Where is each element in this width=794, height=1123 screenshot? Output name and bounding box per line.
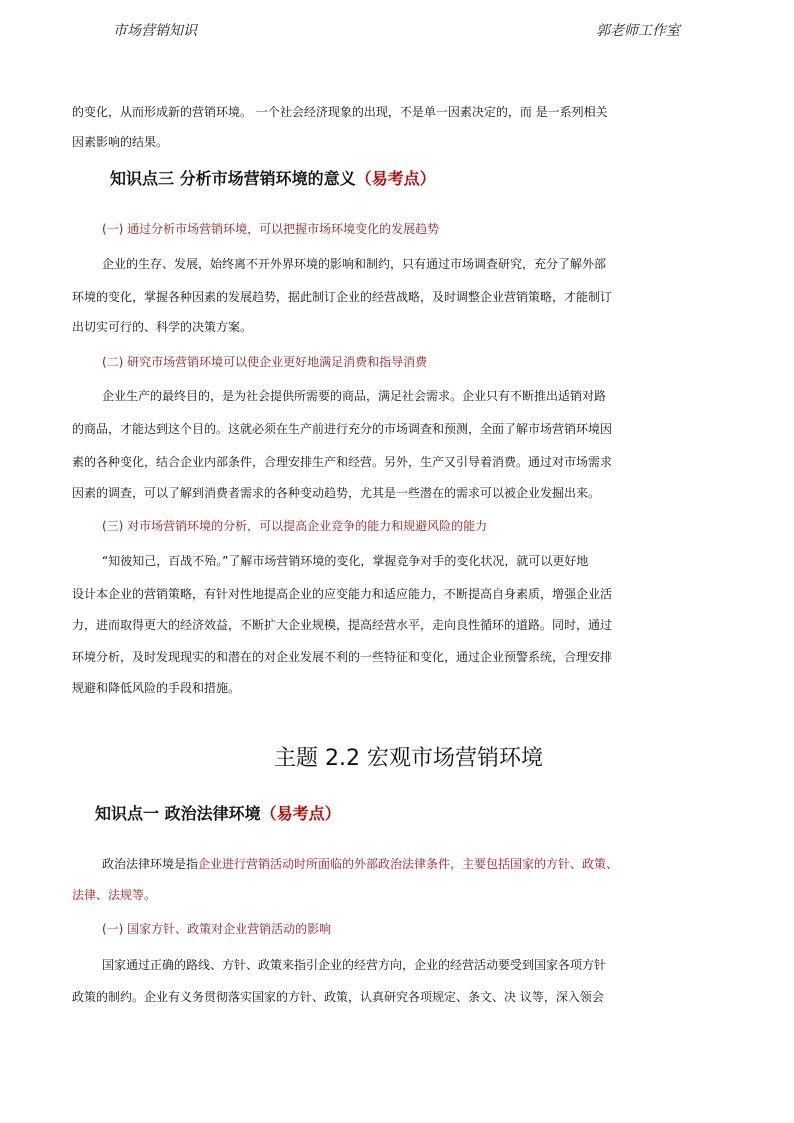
header-right-title: 郭老师工作室 bbox=[596, 23, 680, 39]
text-line: 设计本企业的营销策略，有针对性地提高企业的应变能力和适应能力，不断提高自身素质，增强企业活 bbox=[72, 587, 613, 601]
text-line: 企业的生存、发展，始终离不开外界环境的影响和制约，只有通过市场调查研究，充分了解外部 bbox=[102, 257, 607, 271]
subsection-heading-4: (一) 国家方针、政策对企业营销活动的影响 bbox=[102, 922, 332, 936]
exam-tag: （易考点） bbox=[260, 804, 341, 823]
subsection-heading-3: (三) 对市场营销环境的分析，可以提高企业竞争的能力和规避风险的能力 bbox=[102, 519, 488, 533]
text-line: 素的各种变化，结合企业内部条件，合理安排生产和经营。另外，生产又引导着消费。通过对市场需求 bbox=[72, 455, 613, 469]
text-line: 规避和降低风险的手段和措施。 bbox=[72, 681, 241, 695]
text-line: 的商品，才能达到这个目的。这就必须在生产前进行充分的市场调查和预测，全面了解市场营销环境因 bbox=[72, 422, 613, 436]
text-line: “知彼知己，百战不殆。”了解市场营销环境的变化，掌握竞争对手的变化状况，就可以更好地 bbox=[102, 554, 589, 568]
text-line: 企业生产的最终目的，是为社会提供所需要的商品，满足社会需求。企业只有不断推出适销对路 bbox=[102, 389, 607, 403]
knowledge-point-3-title bbox=[110, 169, 436, 189]
topic-heading: 主题 2.2 宏观市场营销环境 bbox=[274, 746, 543, 771]
definition-highlight: 企业进行营销活动时所面临的外部政治法律条件，主要包括国家的方针、政策、 bbox=[198, 857, 619, 871]
text-line: 的变化，从而形成新的营销环境。 一个社会经济现象的出现，不是单一因素决定的，而 是一系列相关 bbox=[72, 105, 608, 119]
knowledge-point-1-title bbox=[95, 804, 341, 824]
text-line: 环境的变化，掌握各种因素的发展趋势，据此制订企业的经营战略，及时调整企业营销策略，才能制订 bbox=[72, 290, 613, 304]
subsection-heading-1: (一) 通过分析市场营销环境，可以把握市场环境变化的发展趋势 bbox=[102, 222, 440, 236]
subsection-heading-2: (二) 研究市场营销环境可以使企业更好地满足消费和指导消费 bbox=[102, 355, 428, 369]
header-left-title: 市场营销知识 bbox=[113, 23, 197, 39]
text-line: 国家通过正确的路线、方针、政策来指引企业的经营方向，企业的经营活动要受到国家各项方针 bbox=[102, 958, 607, 972]
text-line: 因素影响的结果。 bbox=[72, 135, 169, 149]
definition-end: 。 bbox=[144, 888, 157, 902]
text-line: 出切实可行的、科学的决策方案。 bbox=[72, 320, 253, 334]
section-title-text: 知识点三 分析市场营销环境的意义 bbox=[110, 169, 356, 188]
exam-tag: （易考点） bbox=[355, 169, 436, 188]
text-line: 力，进而取得更大的经济效益，不断扩大企业规模，提高经营水平，走向良性循环的道路。同时，通过 bbox=[72, 618, 613, 632]
text-line: 政策的制约。企业有义务贯彻落实国家的方针、政策，认真研究各项规定、条文、决 议等，深入领会 bbox=[72, 990, 604, 1004]
section-title-text: 知识点一 政治法律环境 bbox=[95, 804, 261, 823]
text-line: 环境分析，及时发现现实的和潜在的对企业发展不利的一些特征和变化，通过企业预警系统，合理安排 bbox=[72, 650, 613, 664]
text-line: 因素的调查，可以了解到消费者需求的各种变动趋势，尤其是一些潜在的需求可以被企业发掘出来。 bbox=[72, 486, 601, 500]
definition-lead: 政治法律环境是指 bbox=[102, 857, 199, 871]
definition-line bbox=[72, 888, 156, 902]
definition-line bbox=[102, 857, 618, 871]
definition-highlight: 法律、法规等 bbox=[72, 888, 145, 902]
